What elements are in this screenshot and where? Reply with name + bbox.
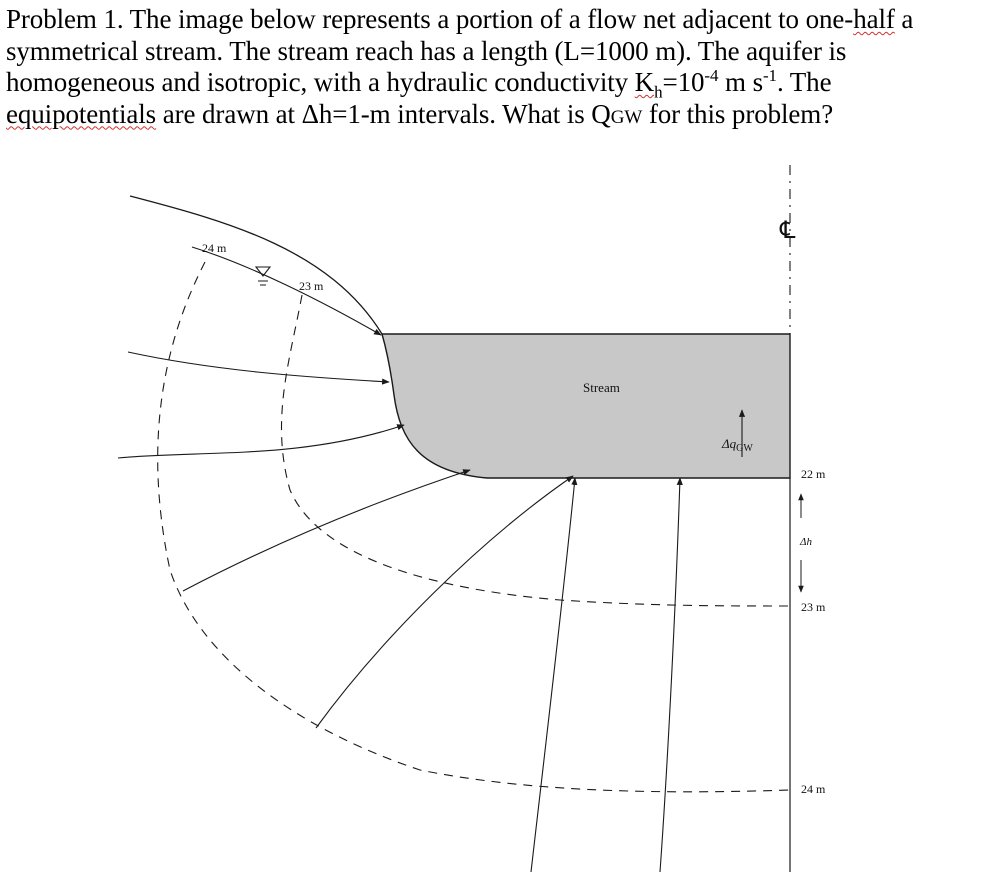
stream-label: Stream (583, 380, 620, 395)
problem-text: equipotentials (6, 98, 157, 129)
flow-line (118, 425, 404, 458)
problem-text: for this problem? (642, 98, 834, 129)
exponent: -1 (763, 66, 777, 85)
centerline-symbol: ℄ (780, 218, 796, 244)
label-24m-right: 24 m (801, 782, 826, 796)
flow-line (660, 478, 680, 872)
flow-line (316, 476, 573, 728)
problem-text: m s (718, 67, 763, 97)
delta-q-subscript: GW (736, 443, 753, 454)
label-23m-top: 23 m (299, 279, 324, 293)
flow-line (192, 247, 381, 335)
problem-text: . The (776, 67, 832, 97)
label-delta-h: Δh (800, 536, 812, 548)
ground-surface-line (130, 196, 382, 334)
k-letter: K (634, 67, 655, 97)
problem-text: =10 (662, 67, 705, 97)
problem-text: a (894, 4, 914, 34)
label-23m-right: 23 m (801, 600, 826, 614)
exponent: -4 (704, 66, 719, 85)
qgw-subscript: GW (610, 106, 643, 128)
problem-text: homogeneous and isotropic, with a hydraulic conductivity (6, 67, 635, 97)
flow-line (128, 352, 389, 382)
stream-area (382, 334, 790, 478)
label-22m-right: 22 m (801, 467, 826, 481)
k-subscript: h (654, 82, 663, 102)
delta-q-text: Δq (722, 436, 737, 451)
problem-text: Problem 1. The image below represents a portion of a flow net adjacent to one- (6, 4, 854, 34)
problem-line-2: symmetrical stream. The stream reach has a length (L=1000 m). The aquifer is (6, 35, 847, 66)
flow-line (531, 478, 575, 872)
problem-text: are drawn at Δh=1-m intervals. What is Q (156, 98, 611, 129)
problem-text: half (853, 4, 895, 34)
label-24m-top: 24 m (202, 241, 227, 255)
flow-line (183, 470, 470, 591)
